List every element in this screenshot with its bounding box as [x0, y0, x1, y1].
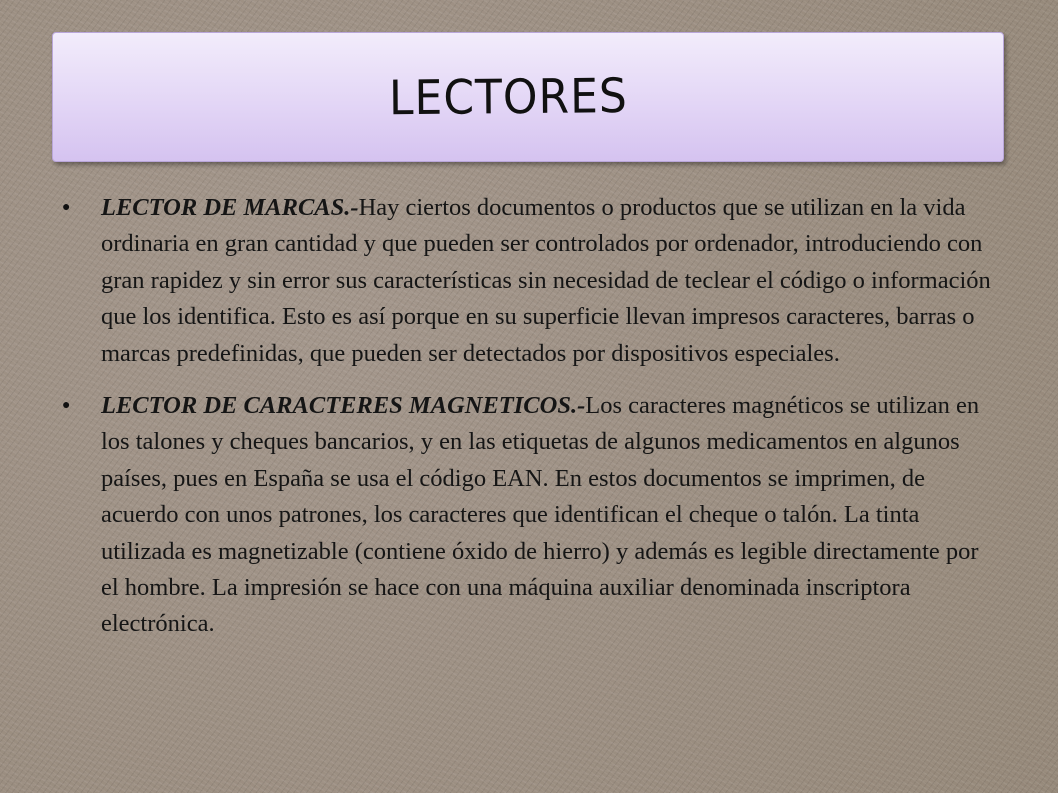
slide-title: LECTORES: [388, 68, 628, 126]
bullet-lead: LECTOR DE MARCAS.-: [101, 194, 359, 221]
slide-content: [56, 190, 991, 659]
bullet-dot-icon: ●: [62, 200, 71, 215]
bullet-item-lector-caracteres-magneticos: [56, 388, 991, 643]
bullet-text: Los caracteres magnéticos se utilizan en los talones y cheques bancarios, y en las etiquetas de algunos medicamentos en algunos países, pues en España se usa el código EAN. En estos documentos se imprimen, de acuerdo con unos patrones, los caracteres que identifican el cheque o talón. La tinta utilizada es magnetizable (contiene óxido de hierro) y además es legible directamente por el hombre. La impresión se hace con una máquina auxiliar denominada inscriptora electrónica.: [101, 392, 980, 638]
bullet-item-lector-marcas: [56, 190, 991, 372]
bullet-dot-icon: ●: [62, 398, 71, 414]
bullet-text: Hay ciertos documentos o productos que se utilizan en la vida ordinaria en gran cantidad y que pueden ser controlados por ordenador, introduciendo con gran rapidez y sin error sus características sin necesidad de teclear el código o información que los identifica. Esto es así porque en su superficie llevan impresos caracteres, barras o marcas predefinidas, que pueden ser detectados por dispositivos especiales.: [101, 194, 991, 367]
title-box: [52, 32, 1004, 162]
bullet-lead: LECTOR DE CARACTERES MAGNETICOS.-: [101, 392, 586, 420]
